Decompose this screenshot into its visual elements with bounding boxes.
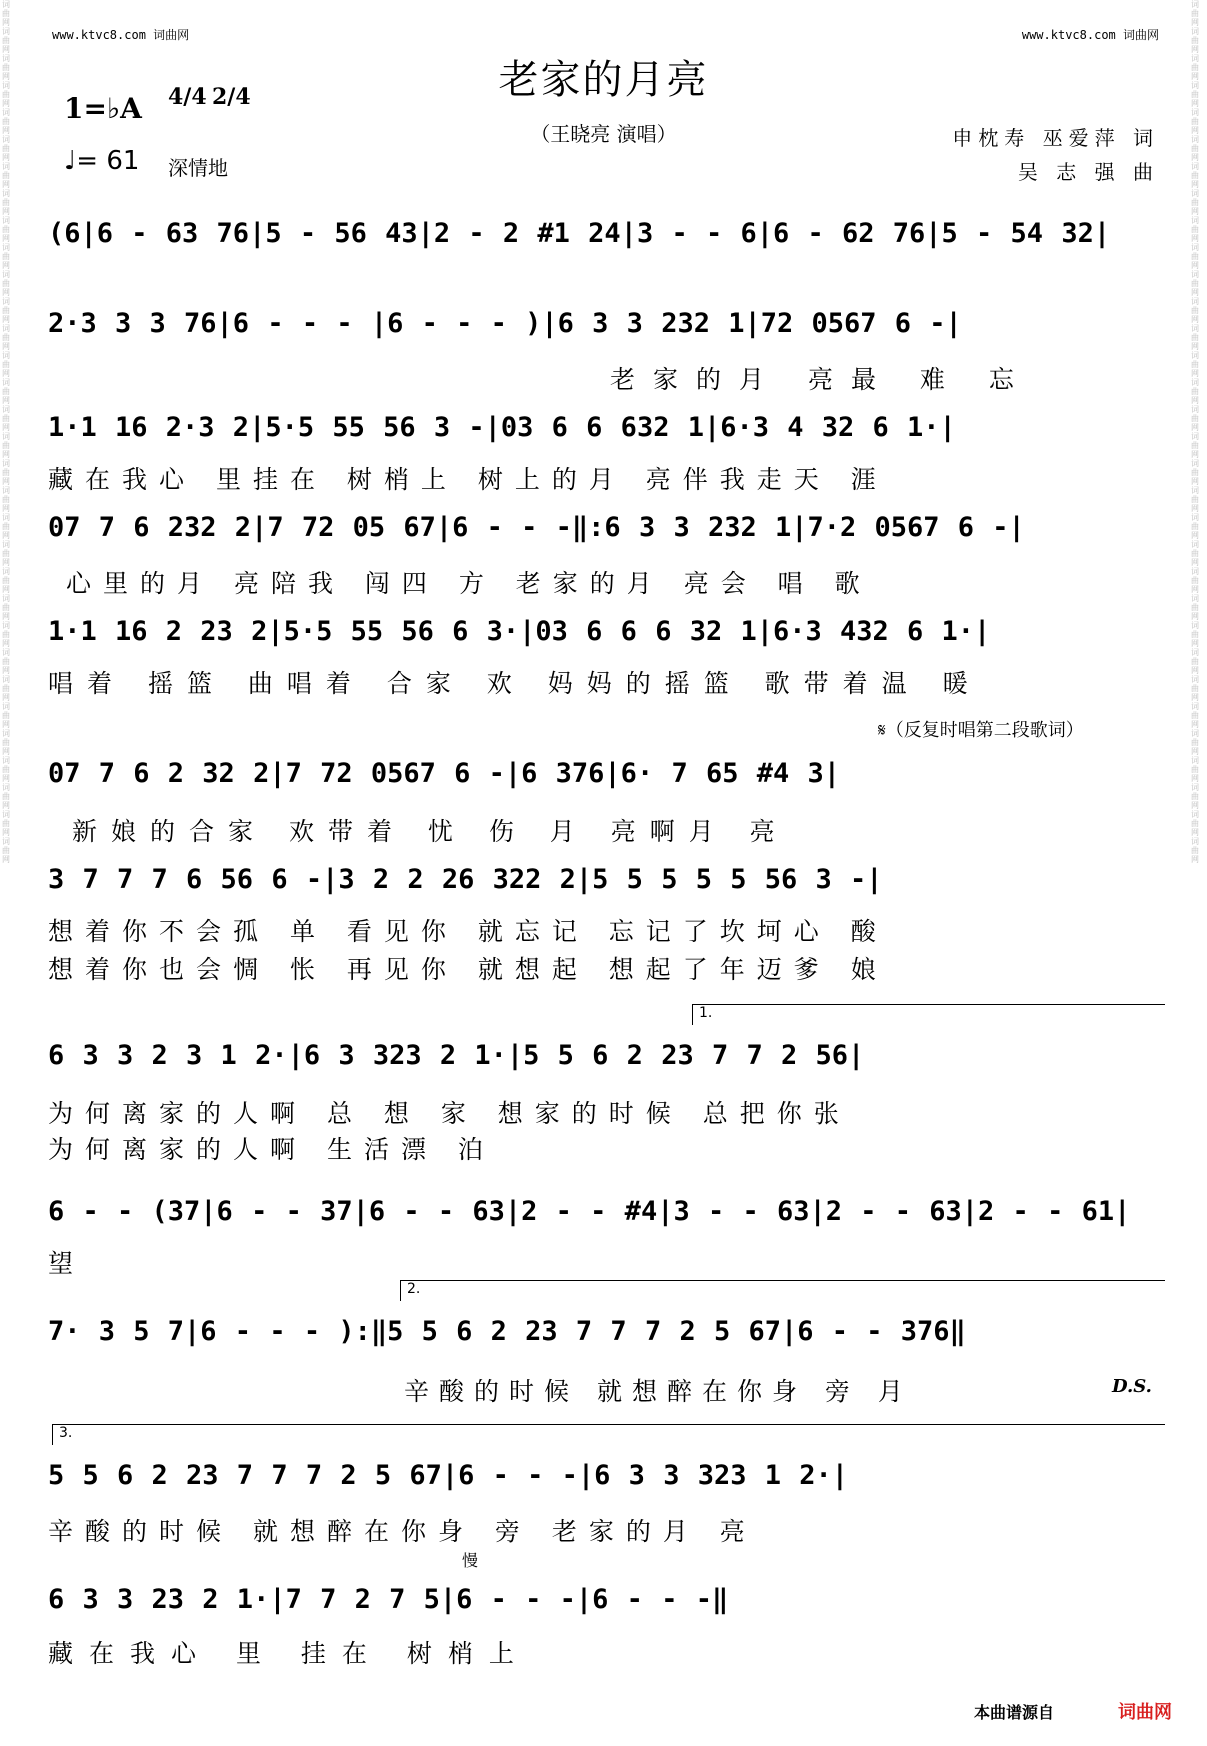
score-row-11-lyrics: 辛酸的时候 就想醉在你身 旁 老家的月 亮 bbox=[48, 1517, 757, 1546]
score-row-11-notes: 5 5 6 2 23 7 7 7 2 5 67|6 - - -|6 3 3 323 1 2·| bbox=[48, 1460, 849, 1491]
score-row-3-notes: 1·1 16 2·3 2|5·5 55 56 3 -|03 6 6 632 1|6·3 4 32 6 1·| bbox=[48, 412, 956, 443]
score-row-6-lyrics: 新娘的合家 欢带着 忧 伤 月 亮啊月 亮 bbox=[72, 817, 789, 846]
volta-2: 2. bbox=[400, 1280, 1165, 1301]
side-watermark-left: 词曲网词曲网词曲网词曲网词曲网词曲网词曲网词曲网词曲网词曲网词曲网词曲网词曲网词曲网词曲网词曲网词曲网词曲网词曲网词曲网词曲网词曲网词曲网词曲网词曲网词曲网词曲网词曲网词曲网词曲网词曲网词曲网 bbox=[2, 0, 10, 864]
ds-mark: D.S. bbox=[1112, 1376, 1152, 1397]
score-row-2-lyrics: 老家的月 亮最 难 忘 bbox=[610, 365, 1032, 394]
site-url-left: www.ktvc8.com 词曲网 bbox=[52, 28, 190, 42]
score-row-8-lyrics-verse-2: 为何离家的人啊 生活漂 泊 bbox=[48, 1135, 495, 1164]
score-row-8-notes: 6 3 3 2 3 1 2·|6 3 323 2 1·|5 5 6 2 23 7 7 2 56| bbox=[48, 1040, 865, 1071]
score-row-7-lyrics-verse-1: 想着你不会孤 单 看见你 就忘记 忘记了坎坷心 酸 bbox=[48, 917, 888, 946]
score-row-8-lyrics-verse-1: 为何离家的人啊 总 想 家 想家的时候 总把你张 bbox=[48, 1099, 851, 1128]
tempo-mark: ♩= 61 bbox=[64, 146, 140, 176]
volta-1: 1. bbox=[692, 1004, 1165, 1025]
composer-credit: 吴 志 强 曲 bbox=[1017, 160, 1159, 184]
score-row-2-notes: 2·3 3 3 76|6 - - - |6 - - - )|6 3 3 232 1|72 0567 6 -| bbox=[48, 308, 962, 339]
time-signature-4-4: 4/4 bbox=[168, 84, 207, 110]
footer-brand: 词曲网 bbox=[1118, 1702, 1172, 1723]
score-row-9-lyrics: 望 bbox=[48, 1249, 92, 1278]
score-row-7-notes: 3 7 7 7 6 56 6 -|3 2 2 26 322 2|5 5 5 5 5 56 3 -| bbox=[48, 864, 883, 895]
time-signature-2-4: 2/4 bbox=[212, 84, 251, 110]
expression-mark: 深情地 bbox=[168, 156, 228, 180]
site-url-right: www.ktvc8.com 词曲网 bbox=[1021, 28, 1159, 42]
score-row-3-lyrics: 藏在我心 里挂在 树梢上 树上的月 亮伴我走天 涯 bbox=[48, 465, 888, 494]
score-row-5-lyrics: 唱着 摇篮 曲唱着 合家 欢 妈妈的摇篮 歌带着温 暖 bbox=[48, 669, 982, 698]
volta-3: 3. bbox=[52, 1424, 1165, 1445]
score-row-7-lyrics-verse-2: 想着你也会惆 怅 再见你 就想起 想起了年迈爹 娘 bbox=[48, 955, 888, 984]
segno-note: 𝄋（反复时唱第二段歌词） bbox=[878, 720, 1084, 741]
slow-mark: 慢 bbox=[462, 1551, 479, 1570]
score-row-4-notes: 07 7 6 232 2|7 72 05 67|6 - - -‖:6 3 3 232 1|7·2 0567 6 -| bbox=[48, 512, 1025, 543]
side-watermark-right: 词曲网词曲网词曲网词曲网词曲网词曲网词曲网词曲网词曲网词曲网词曲网词曲网词曲网词曲网词曲网词曲网词曲网词曲网词曲网词曲网词曲网词曲网词曲网词曲网词曲网词曲网词曲网词曲网词曲网词曲网词曲网词曲网 bbox=[1191, 0, 1199, 864]
song-title: 老家的月亮 bbox=[498, 57, 709, 103]
key-signature: 1=♭A bbox=[64, 92, 142, 125]
score-row-9-notes: 6 - - (37|6 - - 37|6 - - 63|2 - - #4|3 - - 63|2 - - 63|2 - - 61| bbox=[48, 1196, 1131, 1227]
footer-source: 本曲谱源自 bbox=[974, 1703, 1055, 1722]
lyricist-credit: 申枕寿 巫爱萍 词 bbox=[952, 126, 1159, 150]
score-row-6-notes: 07 7 6 2 32 2|7 72 0567 6 -|6 376|6· 7 65 #4 3| bbox=[48, 758, 841, 789]
score-row-4-lyrics: 心里的月 亮陪我 闯四 方 老家的月 亮会 唱 歌 bbox=[66, 569, 872, 598]
score-row-10-notes: 7· 3 5 7|6 - - - ):‖5 5 6 2 23 7 7 7 2 5 67|6 - - 376‖ bbox=[48, 1316, 966, 1347]
score-row-12-notes: 6 3 3 23 2 1·|7 7 2 7 5|6 - - -|6 - - -‖ bbox=[48, 1584, 729, 1615]
score-row-1-notes: (6|6 - 63 76|5 - 56 43|2 - 2 #1 24|3 - - 6|6 - 62 76|5 - 54 32| bbox=[48, 218, 1111, 249]
score-row-5-notes: 1·1 16 2 23 2|5·5 55 56 6 3·|03 6 6 6 32 1|6·3 432 6 1·| bbox=[48, 616, 991, 647]
score-row-10-lyrics: 辛酸的时候 就想醉在你身 旁 月 bbox=[404, 1377, 913, 1406]
performer: （王晓亮 演唱） bbox=[530, 122, 677, 146]
score-row-12-lyrics: 藏在我心 里 挂在 树梢上 bbox=[48, 1639, 530, 1668]
